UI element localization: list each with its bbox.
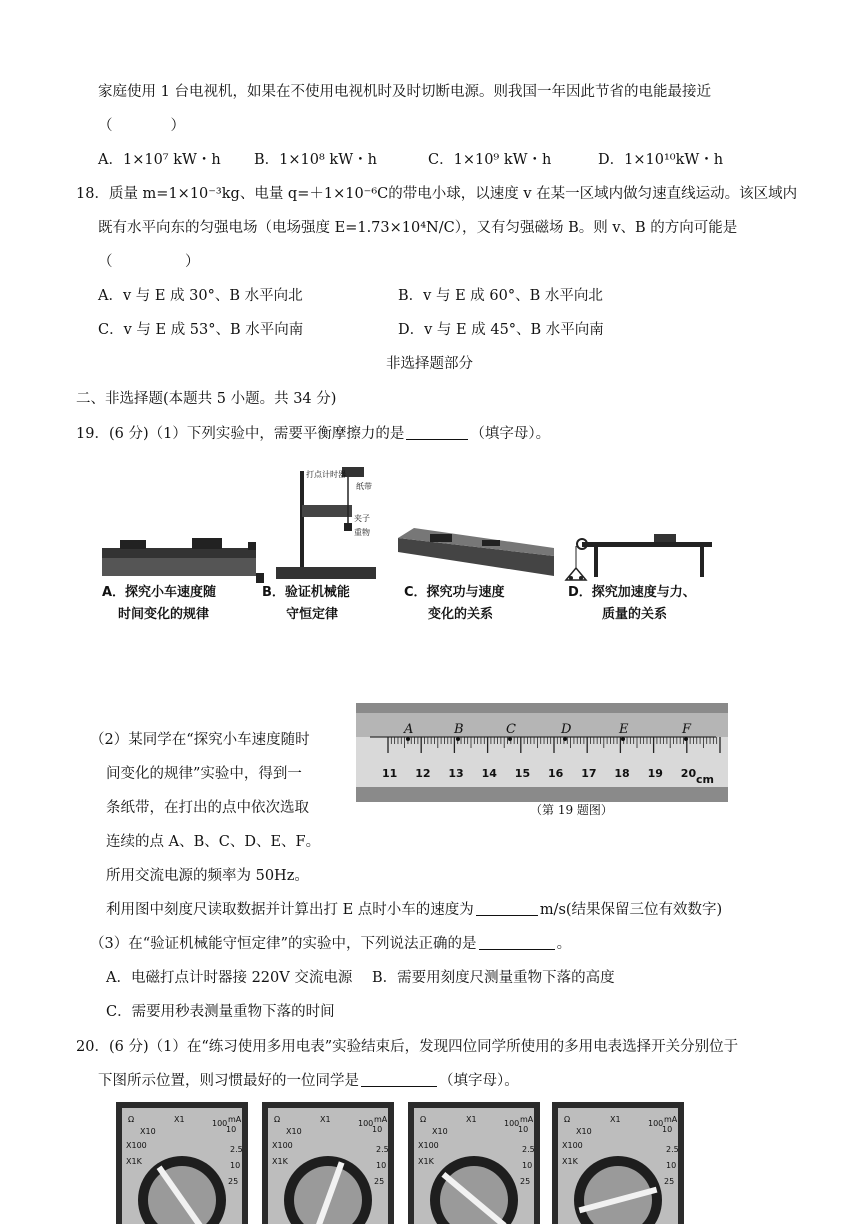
- meter-scale-label: mA: [520, 1115, 534, 1124]
- ruler-tick-label: 20: [680, 767, 697, 780]
- meter-scale-label: 25: [228, 1177, 239, 1186]
- ruler-point-dot: [563, 737, 567, 741]
- meter-scale-label: Ω: [274, 1115, 281, 1124]
- ruler-tick-label: 14: [481, 767, 497, 780]
- ruler-point-dot: [621, 737, 625, 741]
- q19-part3-text: （3）在“验证机械能守恒定律”的实验中，下列说法正确的是: [90, 936, 477, 952]
- ruler-point-dot: [684, 737, 688, 741]
- section-title: 非选择题部分: [386, 356, 473, 372]
- ruler-tick-label: 19: [647, 767, 663, 780]
- q19-part3-stem: [90, 934, 571, 954]
- ruler-unit: cm: [696, 773, 714, 786]
- meter-scale-label: X10: [432, 1127, 448, 1136]
- meter-scale-label: mA: [374, 1115, 388, 1124]
- meter-scale-label: X1K: [126, 1157, 142, 1166]
- figure-d-caption-2: 质量的关系: [602, 607, 668, 622]
- meter-scale-label: X1: [466, 1115, 477, 1124]
- ruler-point-label: C: [506, 722, 516, 737]
- ruler-tick-label: 18: [614, 767, 630, 780]
- ruler-point-dot: [406, 737, 410, 741]
- meter-scale-label: 25: [520, 1177, 531, 1186]
- q17-option-a[interactable]: A．1×10⁷ kW・h: [98, 152, 221, 168]
- meter-scale-label: 100: [648, 1119, 664, 1128]
- q20-stem-line-1: 20．(6 分)（1）在“练习使用多用电表”实验结束后，发现四位同学所使用的多用电表选择开关分别位于: [76, 1039, 739, 1055]
- q19-part3-option-b[interactable]: B．需要用刻度尺测量重物下落的高度: [372, 970, 615, 986]
- figure-a-track: [98, 532, 260, 584]
- meter-scale-label: X1: [610, 1115, 621, 1124]
- ruler-tick-label: 15: [514, 767, 531, 780]
- meter-scale-label: X1: [320, 1115, 331, 1124]
- meter-scale-label: 2.5: [522, 1145, 535, 1154]
- q18-stem-line-2: 既有水平向东的匀强电场（电场强度 E=1.73×10⁴N/C），又有匀强磁场 B。则 v、B 的方向可能是: [98, 220, 738, 236]
- figure-c-incline: [396, 524, 556, 582]
- ruler-tick-label: 16: [548, 767, 564, 780]
- q17-stem-line: 家庭使用 1 台电视机，如果在不使用电视机时及时切断电源。则我国一年因此节省的电能最接近: [98, 84, 711, 100]
- figure-b-caption-1: B．验证机械能: [262, 585, 350, 600]
- q18-option-b[interactable]: B．v 与 E 成 60°、B 水平向北: [398, 288, 603, 304]
- meter-scale-label: 100: [212, 1119, 228, 1128]
- q19-calc-text: 利用图中刻度尺读取数据并计算出打 E 点时小车的速度为: [106, 902, 474, 918]
- meter-scale-label: X10: [140, 1127, 156, 1136]
- meter-scale-label: 10: [522, 1161, 533, 1170]
- q20-stem-line-2: [98, 1071, 519, 1091]
- ruler-point-dot: [456, 737, 460, 741]
- meter-scale-label: X100: [272, 1141, 293, 1150]
- q19-part2-line-4: 连续的点 A、B、C、D、E、F。: [106, 834, 321, 850]
- ruler-tick-label: 11: [382, 767, 398, 780]
- q19-part1-stem: [76, 424, 550, 444]
- meter-scale-label: 10: [666, 1161, 677, 1170]
- meter-scale-label: X100: [126, 1141, 147, 1150]
- q19-velocity-blank[interactable]: [476, 901, 538, 916]
- meter-scale-label: 10: [518, 1125, 529, 1134]
- meter-scale-label: 25: [374, 1177, 385, 1186]
- ruler-tick-label: 17: [581, 767, 597, 780]
- q17-option-b[interactable]: B．1×10⁸ kW・h: [254, 152, 377, 168]
- q19-part2-line-3: 条纸带，在打出的点中依次选取: [106, 800, 309, 816]
- ruler-point-label: E: [619, 722, 629, 737]
- multimeter-c: [408, 1102, 540, 1224]
- q18-option-a[interactable]: A．v 与 E 成 30°、B 水平向北: [98, 288, 303, 304]
- meter-scale-label: 2.5: [230, 1145, 243, 1154]
- q19-part2-line-1: （2）某同学在“探究小车速度随时: [90, 732, 310, 748]
- meter-scale-label: 2.5: [376, 1145, 389, 1154]
- figure-a-caption-2: 时间变化的规律: [118, 607, 210, 622]
- meter-scale-label: X1: [174, 1115, 185, 1124]
- q19-part3-option-a[interactable]: A．电磁打点计时器接 220V 交流电源: [106, 970, 353, 986]
- meter-scale-label: mA: [228, 1115, 242, 1124]
- label-tape: 纸带: [356, 482, 372, 491]
- meter-scale-label: X1K: [418, 1157, 434, 1166]
- q17-option-c[interactable]: C．1×10⁹ kW・h: [428, 152, 552, 168]
- meter-scale-label: 100: [504, 1119, 520, 1128]
- meter-scale-label: 10: [226, 1125, 237, 1134]
- figure-b-caption-2: 守恒定律: [286, 607, 339, 622]
- q19-part2-calc: [106, 900, 722, 920]
- q20-stem-text: 下图所示位置，则习惯最好的一位同学是: [98, 1073, 359, 1089]
- meter-scale-label: 10: [372, 1125, 383, 1134]
- ruler-point-label: A: [404, 722, 414, 737]
- section-heading: 二、非选择题(本题共 5 小题。共 34 分): [76, 391, 337, 407]
- meter-scale-label: 25: [664, 1177, 675, 1186]
- ruler-tick-label: 13: [448, 767, 464, 780]
- multimeter-photos: [116, 1102, 684, 1224]
- ruler-point-label: F: [682, 722, 692, 737]
- meter-scale-label: 10: [662, 1125, 673, 1134]
- q19-part3-option-c[interactable]: C．需要用秒表测量重物下落的时间: [106, 1004, 335, 1020]
- q18-stem-line-1: 18．质量 m=1×10⁻³kg、电量 q=＋1×10⁻⁶C的带电小球，以速度 v 在某一区域内做匀速直线运动。该区域内: [76, 186, 798, 202]
- meter-scale-label: 10: [376, 1161, 387, 1170]
- meter-scale-label: X1K: [562, 1157, 578, 1166]
- q19-part1-blank[interactable]: [406, 425, 468, 440]
- q19-calc-suffix: m/s(结果保留三位有效数字): [539, 902, 723, 918]
- ruler-caption: （第 19 题图）: [530, 803, 613, 817]
- meter-scale-label: 2.5: [666, 1145, 679, 1154]
- figure-d-caption-1: D．探究加速度与力、: [568, 585, 696, 600]
- label-clip: 夹子: [354, 514, 370, 523]
- figure-b-stand: [256, 463, 396, 583]
- meter-scale-label: X100: [562, 1141, 583, 1150]
- ruler-point-dot: [508, 737, 512, 741]
- label-timer: 打点计时器: [306, 470, 346, 479]
- q19-part1-text: 19．(6 分)（1）下列实验中，需要平衡摩擦力的是: [76, 426, 405, 442]
- figure-c-caption-1: C．探究功与速度: [404, 585, 505, 600]
- figure-a-caption-1: A．探究小车速度随: [102, 585, 217, 600]
- meter-scale-label: mA: [664, 1115, 678, 1124]
- q18-option-d[interactable]: D．v 与 E 成 45°、B 水平向南: [398, 322, 604, 338]
- multimeter-d: [552, 1102, 684, 1224]
- q17-option-d[interactable]: D．1×10¹⁰kW・h: [598, 152, 724, 168]
- q18-option-c[interactable]: C．v 与 E 成 53°、B 水平向南: [98, 322, 304, 338]
- meter-scale-label: 100: [358, 1119, 374, 1128]
- q17-answer-paren: （ ）: [98, 118, 185, 134]
- meter-scale-label: 10: [230, 1161, 241, 1170]
- figure-c-caption-2: 变化的关系: [428, 607, 494, 622]
- multimeter-a: [116, 1102, 248, 1224]
- q19-part3-blank[interactable]: [479, 935, 555, 950]
- meter-scale-label: X1K: [272, 1157, 288, 1166]
- ruler-point-label: B: [454, 722, 464, 737]
- q19-part1-suffix: （填字母）。: [470, 426, 551, 442]
- ruler-point-label: D: [561, 722, 572, 737]
- figure-d-pulley-table: [564, 528, 716, 584]
- ruler-tick-label: 12: [415, 767, 431, 780]
- q19-part3-suffix: 。: [556, 936, 572, 952]
- q19-part2-line-2: 间变化的规律”实验中，得到一: [106, 766, 302, 782]
- meter-scale-label: X100: [418, 1141, 439, 1150]
- q20-answer-blank[interactable]: [361, 1072, 437, 1087]
- ruler-photo: [356, 703, 728, 802]
- q19-part2-line-5: 所用交流电源的频率为 50Hz。: [106, 868, 309, 884]
- q18-answer-paren: （ ）: [98, 254, 200, 270]
- q20-stem-suffix: （填字母）。: [439, 1073, 519, 1089]
- meter-scale-label: X10: [286, 1127, 302, 1136]
- meter-scale-label: Ω: [128, 1115, 135, 1124]
- meter-scale-label: Ω: [564, 1115, 571, 1124]
- meter-scale-label: X10: [576, 1127, 592, 1136]
- label-weight: 重物: [354, 528, 370, 537]
- meter-scale-label: Ω: [420, 1115, 427, 1124]
- multimeter-b: [262, 1102, 394, 1224]
